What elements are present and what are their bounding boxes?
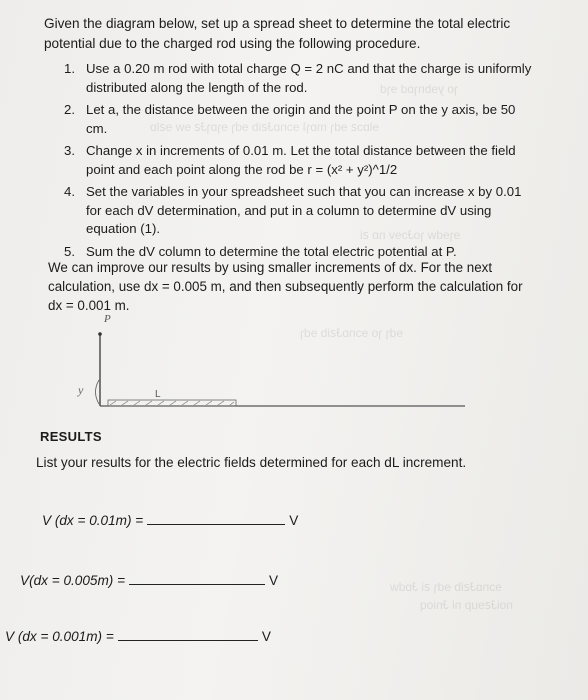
bleed-through: ɘdɿ ɿo ɘɔnɒɈꙅib ɘdɿ (300, 326, 403, 340)
p-label: P (104, 313, 111, 325)
rod-hatching (110, 401, 234, 405)
answer-row-dx-0.01 (42, 510, 298, 528)
y-brace (96, 380, 100, 404)
bleed-through: ɿo yɘbnɿɒd ɘɿd (380, 82, 459, 96)
y-label: y (78, 383, 84, 397)
answer-label: V(dx = 0.005m) = (20, 573, 126, 588)
bleed-through: ɘɿɘdw ɿoɈɔɘv nɒ ꙅi (360, 228, 461, 242)
answer-row-dx-0.001 (5, 626, 271, 644)
answer-unit: V (289, 513, 299, 528)
answer-blank[interactable] (147, 510, 285, 525)
rod-diagram (80, 306, 480, 416)
procedure-step-3: 3. Change x in increments of 0.01 m. Let the total distance between the field point and each point along the rod be r = (x² + y²)^1/2 (64, 143, 516, 177)
answer-blank[interactable] (118, 626, 258, 641)
procedure-step-5: 5. Sum the dV column to determine the total electric potential at P. (64, 243, 457, 259)
improvement-paragraph: We can improve our results by using smaller increments of dx. For the next calculation, use dx = 0.005 m, and then subsequently perform the calculation for dx = 0.001 m. (48, 260, 523, 313)
results-instruction: List your results for the electric fields determined for each dL increment. (36, 455, 467, 470)
answer-unit: V (269, 573, 279, 588)
intro-paragraph: Given the diagram below, set up a spread sheet to determine the total electric potential due to the charged rod using the following procedure. (44, 16, 511, 51)
bleed-through: noiɈꙅɘup ni Ɉnioq (420, 598, 513, 612)
answer-label: V (dx = 0.01m) = (42, 513, 144, 528)
l-label: L (155, 389, 161, 400)
point-p (98, 332, 102, 336)
charged-rod (108, 400, 236, 406)
procedure-step-1: 1. Use a 0.20 m rod with total charge Q = 2 nC and that the charge is uniformly distributed along the length of the rod. (64, 61, 532, 95)
procedure-step-4: 4. Set the variables in your spreadsheet such that you can increase x by 0.01 for each dV determination, and put in a column to determine dV using equation (1). (64, 184, 522, 236)
bleed-through: ɘlɒɔꙅ ɘdɿ mɒɿʇ ɘɔnɒɈꙅib ɘdɿ ɘɿɒɿɈꙅ ɘw ɘꙅlɒ (150, 120, 380, 134)
answer-row-dx-0.005 (20, 570, 278, 588)
bleed-through: ɘɔnɒɈꙅib ɘdɿ ꙅi Ɉɒdw (390, 580, 502, 594)
answer-label: V (dx = 0.001m) = (5, 629, 114, 644)
procedure-step-2: 2. Let a, the distance between the origin and the point P on the y axis, be 50 cm. (64, 102, 516, 136)
answer-blank[interactable] (129, 570, 265, 585)
answer-unit: V (261, 629, 271, 644)
results-heading: RESULTS (40, 429, 102, 444)
procedure-list (64, 60, 534, 265)
